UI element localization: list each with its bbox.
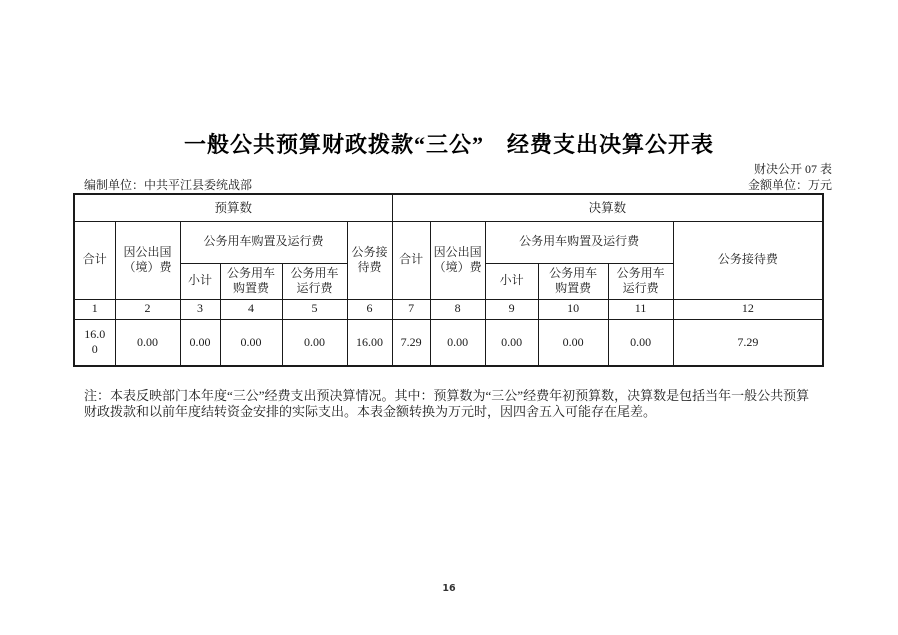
value-budget-total (74, 319, 115, 366)
page-title: 一般公共预算财政拨款“三公” 经费支出决算公开表 (183, 132, 714, 157)
header-budget-vehicle-group: 公务用车购置及运行费 (180, 221, 347, 263)
value-budget-vehicle-subtotal: 0.00 (180, 319, 220, 366)
value-final-vehicle-operation: 0.00 (608, 319, 673, 366)
header-final-vehicle-purchase: 公务用车购置费 (538, 263, 608, 299)
value-text: 16.00 (84, 327, 106, 357)
unit-label: 金额单位：万元 (747, 178, 832, 192)
data-row (74, 319, 823, 366)
value-budget-vehicle-operation: 0.00 (282, 319, 347, 366)
group-header-final: 决算数 (392, 194, 823, 221)
column-number-row (74, 299, 823, 319)
footnote (84, 388, 829, 419)
column-number-11: 11 (608, 299, 673, 319)
column-number-4: 4 (220, 299, 282, 319)
value-budget-abroad: 0.00 (115, 319, 180, 366)
column-number-9: 9 (485, 299, 538, 319)
column-number-3: 3 (180, 299, 220, 319)
table-row (74, 194, 823, 221)
header-budget-abroad: 因公出国（境）费 (115, 221, 180, 299)
column-number-12: 12 (673, 299, 823, 319)
header-final-vehicle-group: 公务用车购置及运行费 (485, 221, 673, 263)
header-budget-vehicle-purchase: 公务用车购置费 (220, 263, 282, 299)
column-number-2: 2 (115, 299, 180, 319)
expense-table (73, 193, 824, 367)
value-budget-vehicle-purchase: 0.00 (220, 319, 282, 366)
value-final-vehicle-purchase: 0.00 (538, 319, 608, 366)
group-header-budget: 预算数 (74, 194, 392, 221)
value-budget-reception: 16.00 (347, 319, 392, 366)
column-number-8: 8 (430, 299, 485, 319)
value-final-reception: 7.29 (673, 319, 823, 366)
value-final-total: 7.29 (392, 319, 430, 366)
value-final-vehicle-subtotal: 0.00 (485, 319, 538, 366)
header-budget-reception: 公务接待费 (347, 221, 392, 299)
column-number-6: 6 (347, 299, 392, 319)
table-row (74, 221, 823, 263)
header-final-abroad: 因公出国（境）费 (430, 221, 485, 299)
header-budget-vehicle-subtotal: 小计 (180, 263, 220, 299)
column-number-7: 7 (392, 299, 430, 319)
table-code-label: 财决公开 07 表 (753, 162, 832, 176)
footnote-line-1: 注：本表反映部门本年度“三公”经费支出预决算情况。其中：预算数为“三公”经费年初预算数，决算数是包括当年一般公共预算 (84, 388, 810, 403)
header-final-vehicle-operation: 公务用车运行费 (608, 263, 673, 299)
column-number-5: 5 (282, 299, 347, 319)
header-final-vehicle-subtotal: 小计 (485, 263, 538, 299)
page-number: 16 (442, 583, 456, 594)
header-final-reception: 公务接待费 (673, 221, 823, 299)
footnote-line-2: 财政拨款和以前年度结转资金安排的实际支出。本表金额转换为万元时，因四舍五入可能存在尾差。 (84, 403, 657, 419)
value-final-abroad: 0.00 (430, 319, 485, 366)
header-budget-vehicle-operation: 公务用车运行费 (282, 263, 347, 299)
column-number-1: 1 (74, 299, 115, 319)
header-budget-total: 合计 (74, 221, 115, 299)
column-number-10: 10 (538, 299, 608, 319)
meta-row (84, 176, 832, 193)
prepared-by-label: 编制单位：中共平江县委统战部 (84, 178, 253, 192)
header-final-total: 合计 (392, 221, 430, 299)
